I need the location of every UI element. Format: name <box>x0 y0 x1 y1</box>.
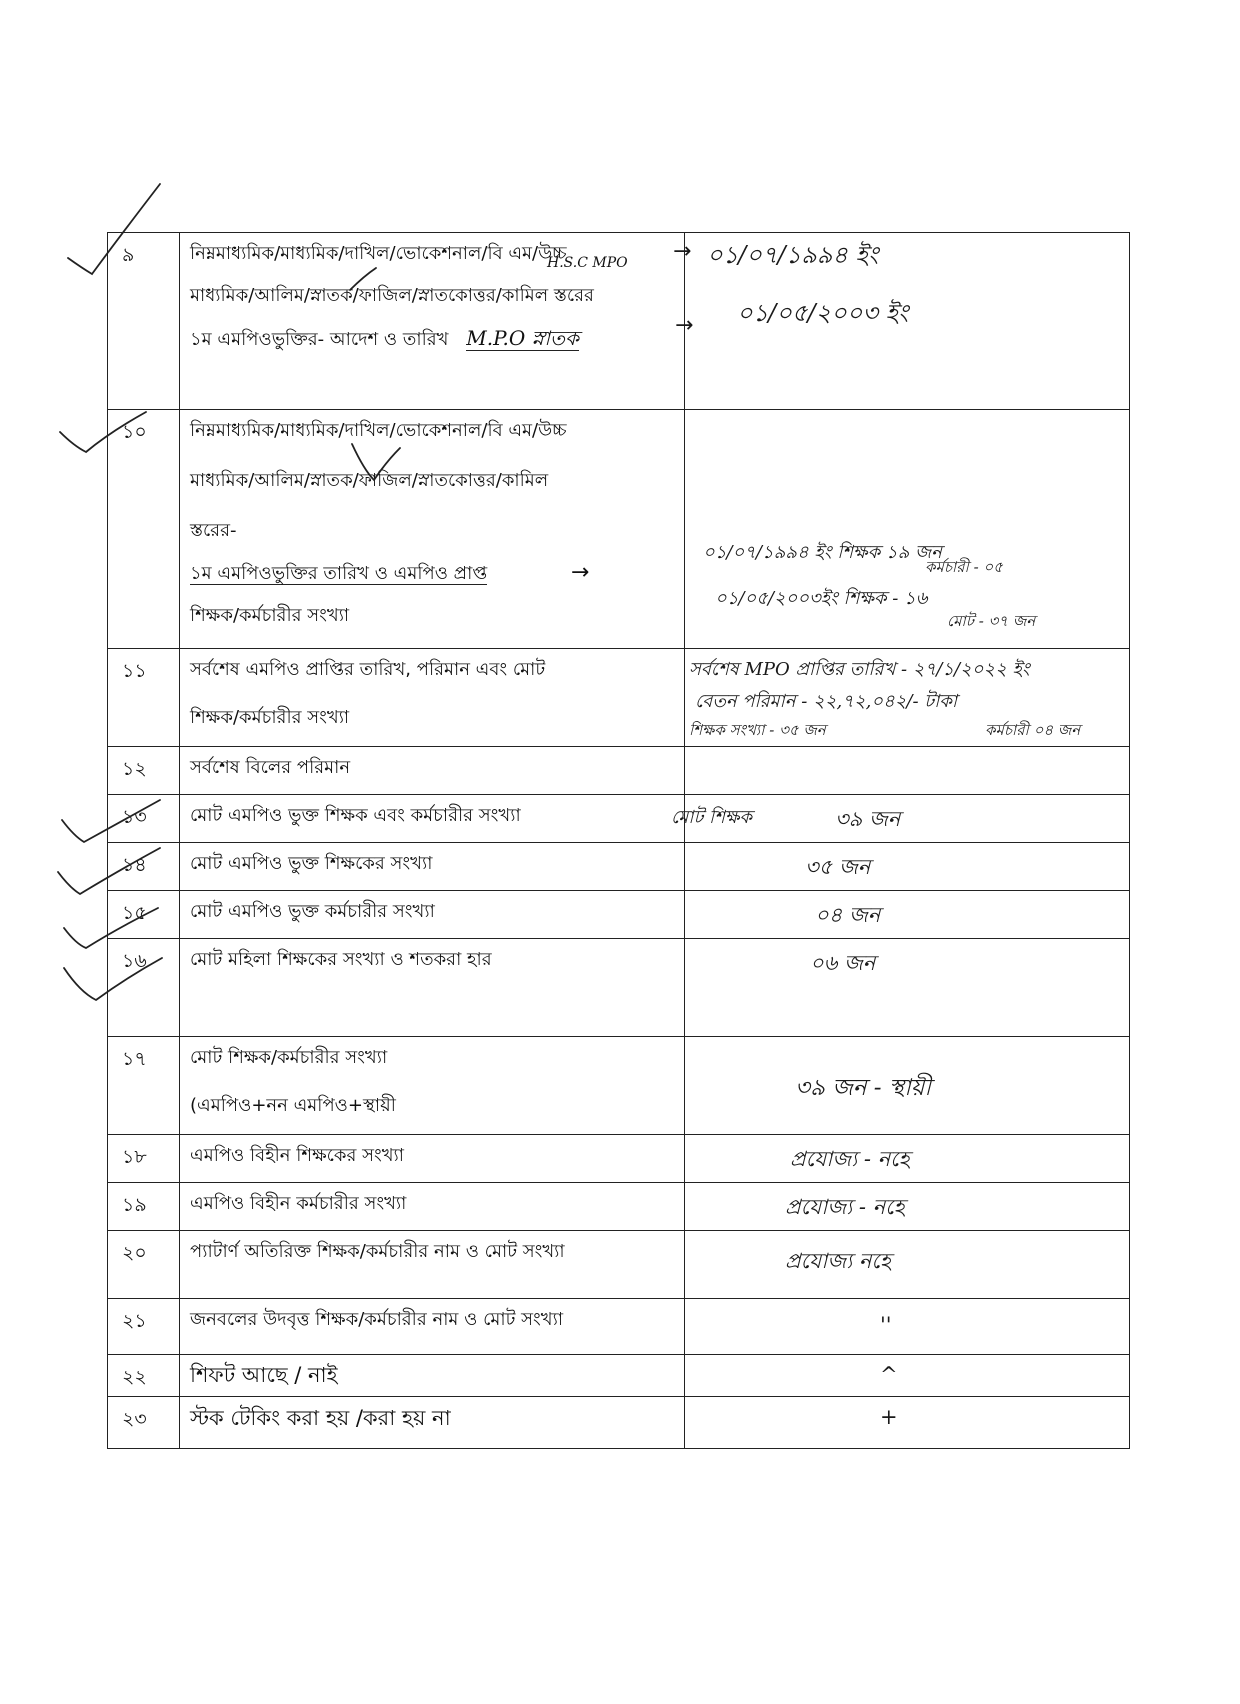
handwritten-answer: শিক্ষক সংখ্যা - ৩৫ জন <box>689 721 826 739</box>
question-line-text: ১ম এমপিওভুক্তির তারিখ ও এমপিও প্রাপ্ত <box>190 563 488 584</box>
question-cell <box>180 1397 685 1449</box>
question-line: স্টক টেকিং করা হয় /করা হয় না <box>190 1406 451 1430</box>
question-line: স্তরের- <box>190 520 237 541</box>
question-cell <box>180 649 685 747</box>
question-cell <box>180 233 685 410</box>
answer-cell <box>685 891 1130 939</box>
answer-cell <box>685 1231 1130 1299</box>
handwritten-answer: প্রযোজ্য - নহে <box>785 1195 905 1219</box>
question-cell <box>180 1299 685 1355</box>
handwritten-answer: ০১/০৫/২০০৩ইং শিক্ষক - ১৬ <box>715 588 928 609</box>
table-row <box>108 795 1130 843</box>
question-line: মাধ্যমিক/আলিম/স্নাতক/ফাজিল/স্নাতকোত্তর/কামিল স্তরের <box>190 285 594 306</box>
handwritten-answer: ৩৯ জন - স্থায়ী <box>795 1075 931 1101</box>
table-row <box>108 939 1130 1037</box>
answer-cell <box>685 939 1130 1037</box>
table-row <box>108 843 1130 891</box>
question-cell <box>180 747 685 795</box>
handwritten-answer: প্রযোজ্য - নহে <box>790 1147 910 1171</box>
row-number: ২৩ <box>108 1397 180 1449</box>
arrow-icon: → <box>673 239 692 264</box>
question-line: (এমপিও+নন এমপিও+স্থায়ী <box>190 1095 396 1116</box>
question-line: মোট শিক্ষক/কর্মচারীর সংখ্যা <box>190 1047 388 1068</box>
answer-cell <box>685 1183 1130 1231</box>
handwritten-mpo-snatok: M.P.O স্নাতক <box>466 326 580 350</box>
question-line: মোট এমপিও ভুক্ত শিক্ষকের সংখ্যা <box>190 853 433 874</box>
question-cell <box>180 1135 685 1183</box>
table-row <box>108 1183 1130 1231</box>
handwritten-answer: ০৪ জন <box>815 903 881 927</box>
arrow-icon: → <box>570 560 590 585</box>
handwritten-answer: ০১/০৭/১৯৯৪ ইং <box>707 241 879 269</box>
row-number: ১১ <box>108 649 180 747</box>
row-number: ১৫ <box>108 891 180 939</box>
table-row <box>108 1037 1130 1135</box>
question-line <box>190 552 676 595</box>
handwritten-answer: সর্বশেষ MPO প্রাপ্তির তারিখ - ২৭/১/২০২২ ইং <box>689 659 1030 680</box>
row-number: ১৪ <box>108 843 180 891</box>
question-line: এমপিও বিহীন কর্মচারীর সংখ্যা <box>190 1193 407 1214</box>
row-number: ৯ <box>108 233 180 410</box>
answer-cell <box>685 747 1130 795</box>
row-number: ১৭ <box>108 1037 180 1135</box>
answer-cell <box>685 1397 1130 1449</box>
row-number: ২২ <box>108 1355 180 1397</box>
question-line: মোট এমপিও ভুক্ত কর্মচারীর সংখ্যা <box>190 901 435 922</box>
question-cell <box>180 1037 685 1135</box>
handwritten-answer: ০১/০৫/২০০৩ ইং <box>737 299 909 327</box>
arrow-icon: → <box>675 313 694 338</box>
handwritten-answer: '' <box>880 1313 892 1337</box>
handwritten-answer: প্রযোজ্য নহে <box>785 1249 891 1273</box>
question-line: প্যাটার্ণ অতিরিক্ত শিক্ষক/কর্মচারীর নাম ও মোট সংখ্যা <box>190 1241 565 1262</box>
question-cell <box>180 843 685 891</box>
answer-cell <box>685 410 1130 649</box>
answer-cell <box>685 1037 1130 1135</box>
row-number: ১৯ <box>108 1183 180 1231</box>
answer-cell <box>671 795 1130 843</box>
question-line: সর্বশেষ বিলের পরিমান <box>190 757 351 778</box>
table-row <box>108 1397 1130 1449</box>
table-row <box>108 233 1130 410</box>
question-line: শিফট আছে / নাই <box>190 1363 338 1387</box>
answer-cell <box>685 1135 1130 1183</box>
question-line: শিক্ষক/কর্মচারীর সংখ্যা <box>190 707 350 728</box>
information-table <box>107 232 1130 1449</box>
handwritten-answer: ^ <box>880 1363 898 1387</box>
table-row <box>108 1231 1130 1299</box>
table-row <box>108 747 1130 795</box>
handwritten-answer: + <box>880 1405 898 1429</box>
question-line: নিম্নমাধ্যমিক/মাধ্যমিক/দাখিল/ভোকেশনাল/বি এম/উচ্চ <box>190 243 567 264</box>
question-cell <box>180 795 685 843</box>
question-line: মাধ্যমিক/আলিম/স্নাতক/ফাজিল/স্নাতকোত্তর/কামিল <box>190 470 549 491</box>
table-row <box>108 1135 1130 1183</box>
table-row <box>108 410 1130 649</box>
question-cell <box>180 1183 685 1231</box>
question-cell <box>180 891 685 939</box>
row-number: ২১ <box>108 1299 180 1355</box>
answer-cell <box>685 1299 1130 1355</box>
handwritten-answer: ৩৫ জন <box>805 855 871 879</box>
answer-cell <box>685 843 1130 891</box>
answer-cell <box>673 233 1130 410</box>
question-line: এমপিও বিহীন শিক্ষকের সংখ্যা <box>190 1145 404 1166</box>
answer-cell <box>685 1355 1130 1397</box>
handwritten-answer: ০১/০৭/১৯৯৪ ইং শিক্ষক ১৯ জন <box>703 542 942 563</box>
handwritten-hsc-mpo: H.S.C MPO <box>547 255 628 271</box>
question-line: জনবলের উদবৃত্ত শিক্ষক/কর্মচারীর নাম ও মোট সংখ্যা <box>190 1309 564 1330</box>
handwritten-answer: কর্মচারী - ০৫ <box>925 558 1003 576</box>
table-row <box>108 1355 1130 1397</box>
answer-cell <box>685 649 1130 747</box>
question-cell <box>180 1355 685 1397</box>
handwritten-answer: ৩৯ জন <box>835 807 901 831</box>
question-cell <box>180 1231 685 1299</box>
handwritten-answer: মোট - ৩৭ জন <box>947 612 1036 630</box>
row-number: ১৩ <box>108 795 180 843</box>
row-number: ১০ <box>108 410 180 649</box>
question-line: শিক্ষক/কর্মচারীর সংখ্যা <box>190 605 350 626</box>
handwritten-answer: মোট শিক্ষক <box>671 807 753 828</box>
row-number: ১৬ <box>108 939 180 1037</box>
question-line: মোট এমপিও ভুক্ত শিক্ষক এবং কর্মচারীর সংখ্যা <box>190 805 521 826</box>
question-line: মোট মহিলা শিক্ষকের সংখ্যা ও শতকরা হার <box>190 949 492 970</box>
row-number: ২০ <box>108 1231 180 1299</box>
question-line: নিম্নমাধ্যমিক/মাধ্যমিক/দাখিল/ভোকেশনাল/বি এম/উচ্চ <box>190 420 567 441</box>
question-cell <box>180 410 685 649</box>
handwritten-answer: ০৬ জন <box>810 951 876 975</box>
question-cell <box>180 939 685 1037</box>
handwritten-answer: কর্মচারী ০৪ জন <box>985 721 1081 739</box>
handwritten-answer: বেতন পরিমান - ২২,৭২,০৪২/- টাকা <box>695 691 958 712</box>
question-line <box>190 317 676 361</box>
row-number: ১৮ <box>108 1135 180 1183</box>
question-line: সর্বশেষ এমপিও প্রাপ্তির তারিখ, পরিমান এবং মোট <box>190 659 546 680</box>
table-row <box>108 649 1130 747</box>
table-row <box>108 1299 1130 1355</box>
row-number: ১২ <box>108 747 180 795</box>
table-row <box>108 891 1130 939</box>
question-line-text: ১ম এমপিওভুক্তির- আদেশ ও তারিখ <box>190 329 449 350</box>
